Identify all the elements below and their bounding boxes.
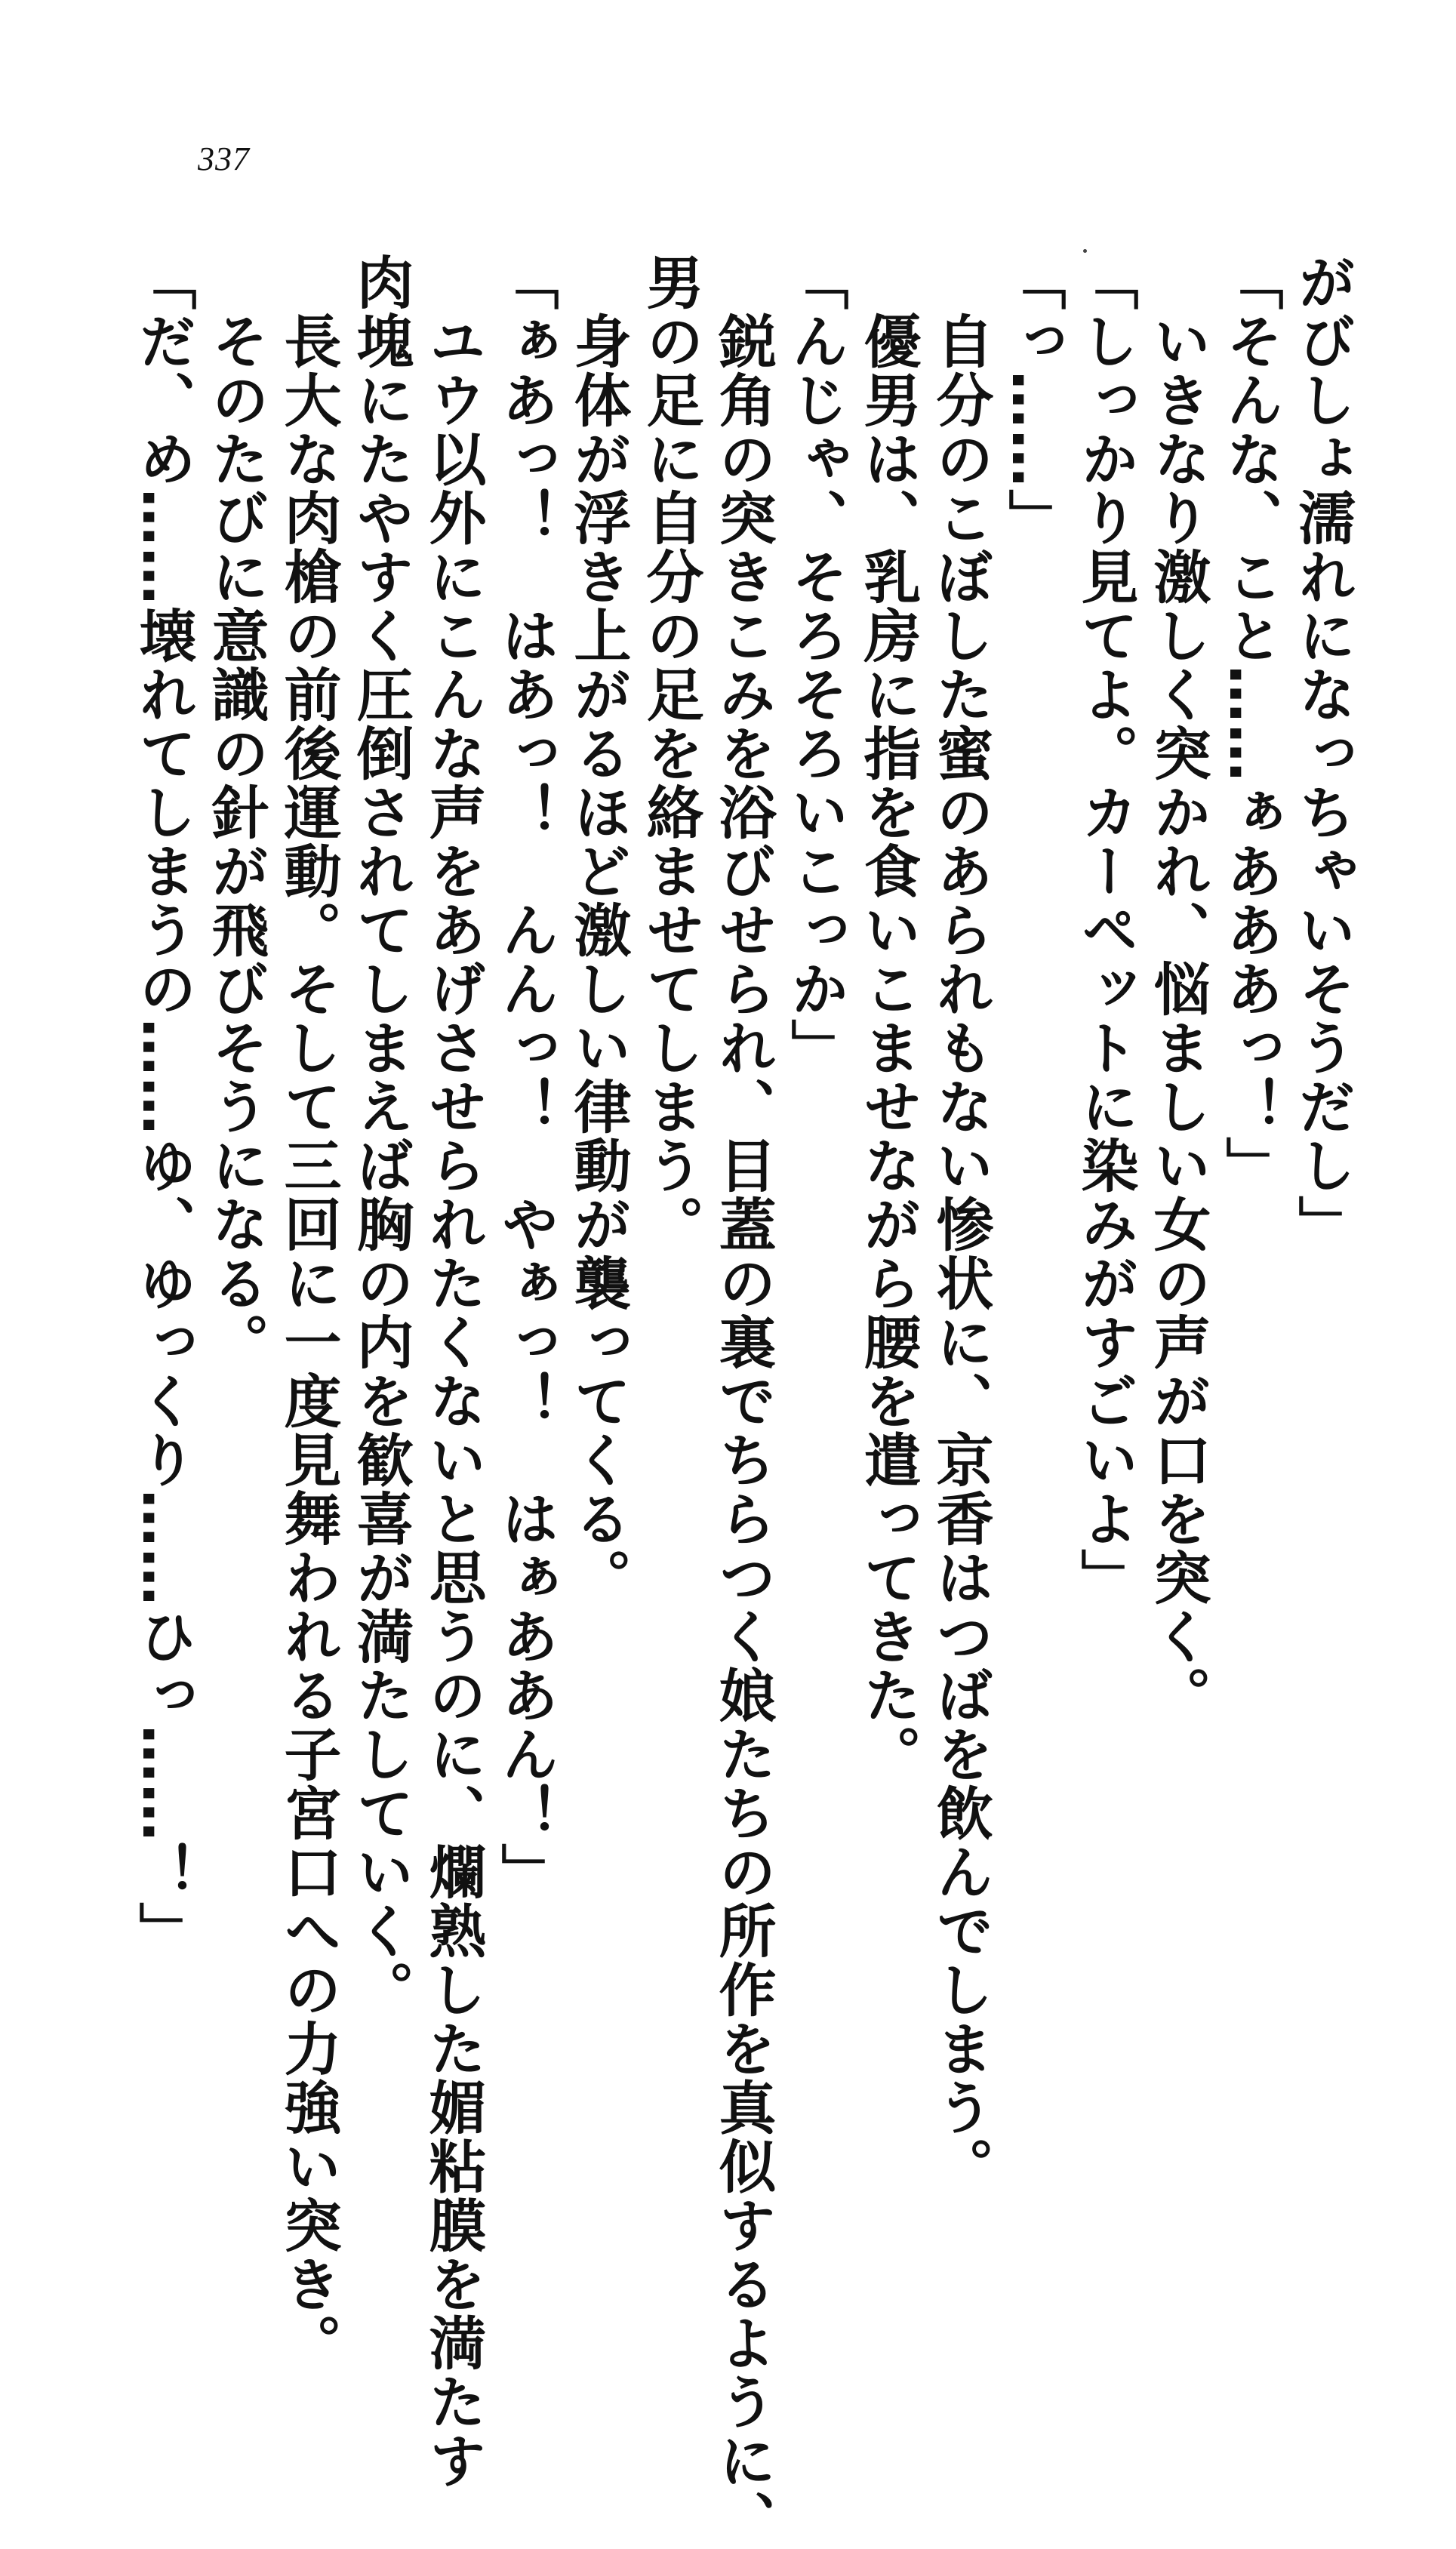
text-line: 「だ、め……壊れてしまうの……ゆ、ゆっくり……ひっ……！」 bbox=[130, 253, 197, 1960]
text-line: がびしょ濡れになっちゃいそうだし」 bbox=[1289, 253, 1356, 1254]
text-line: 「そんな、こと……ぁあああっ！」 bbox=[1217, 253, 1284, 1195]
text-line: 長大な肉槍の前後運動。そして三回に一度見舞われる子宮口への力強い突き。 bbox=[275, 253, 342, 2372]
text-line: 優男は、乳房に指を食いこませながら腰を遣ってきた。 bbox=[854, 253, 922, 1784]
text-line: 身体が浮き上がるほど激しい律動が襲ってくる。 bbox=[565, 253, 632, 1607]
page-number: 337 bbox=[198, 140, 250, 177]
text-line: 「ぁあっ！ はあっ！ んんっ！ やぁっ！ はぁああん！」 bbox=[492, 253, 559, 1901]
text-line: 肉塊にたやすく圧倒されてしまえば胸の内を歓喜が満たしていく。 bbox=[347, 253, 414, 2019]
text-line: ユウ以外にこんな声をあげさせられたくないと思うのに、爛熟した媚粘膜を満たす bbox=[420, 253, 487, 2490]
text-line: 自分のこぼした蜜のあられもない惨状に、京香はつばを飲んでしまう。 bbox=[927, 253, 994, 2196]
text-line: 男の足に自分の足を絡ませてしまう。 bbox=[637, 253, 704, 1254]
text-line: いきなり激しく突かれ、悩ましい女の声が口を突く。 bbox=[1144, 253, 1211, 1725]
vertical-text-body bbox=[130, 253, 1359, 2549]
text-line: 鋭角の突きこみを浴びせられ、目蓋の裏でちらつく娘たちの所作を真似するように、 bbox=[710, 253, 777, 2549]
text-line: 「んじゃ、そろそろいこっか」 bbox=[782, 253, 849, 1077]
text-line: 「っ……」 bbox=[999, 253, 1067, 547]
text-line: 「しっかり見てよ。カーペットに染みがすごいよ」 bbox=[1072, 253, 1139, 1607]
text-line: そのたびに意識の針が飛びそうになる。 bbox=[202, 253, 269, 1371]
